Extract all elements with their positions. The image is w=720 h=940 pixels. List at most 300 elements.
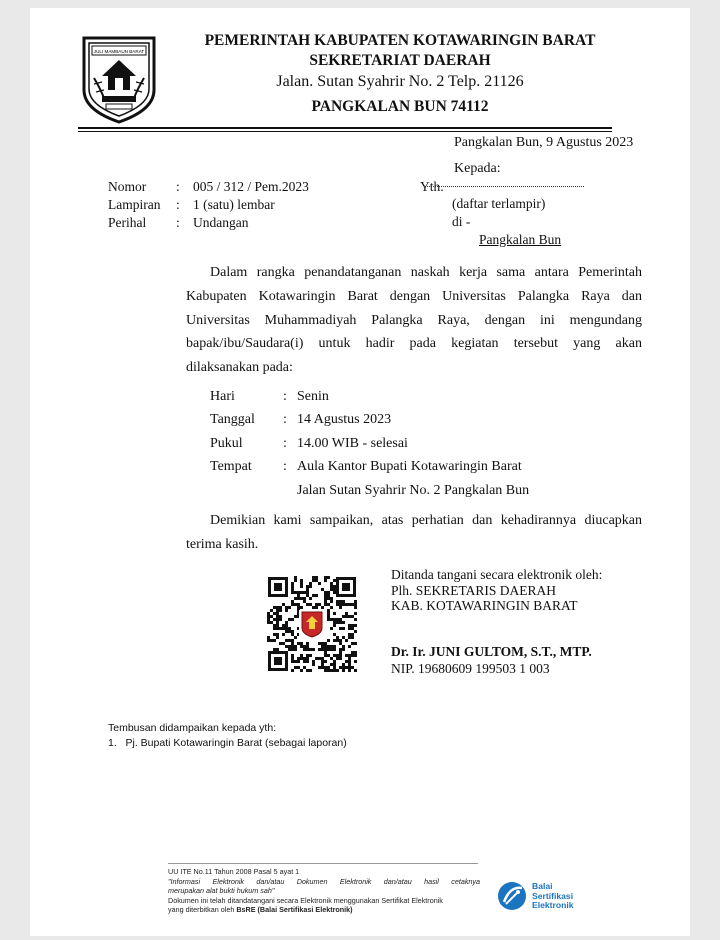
qr-module <box>345 615 348 618</box>
qr-module <box>339 648 342 651</box>
recipient-yth: Yth. <box>420 179 444 194</box>
qr-module <box>324 642 327 645</box>
meta-value-nomor: 005 / 312 / Pem.2023 <box>193 179 309 194</box>
bsre-word-2: Sertifikasi <box>532 890 574 901</box>
qr-module <box>276 627 279 630</box>
qr-module <box>327 666 330 669</box>
qr-module <box>324 666 327 669</box>
qr-module <box>294 666 297 669</box>
qr-module <box>294 591 297 594</box>
qr-module <box>297 591 300 594</box>
qr-module <box>306 669 309 672</box>
qr-module <box>321 642 324 645</box>
meta-sep-lampiran: : <box>176 197 180 212</box>
qr-module <box>297 642 300 645</box>
qr-module <box>333 579 336 582</box>
logo-banner-text: JULI MAMBAUN BARAT <box>93 49 145 54</box>
qr-module <box>354 600 357 603</box>
recipient-list: (daftar terlampir) <box>452 196 546 211</box>
qr-module <box>354 669 357 672</box>
footer-issuer <box>168 905 480 915</box>
qr-module <box>333 669 336 672</box>
qr-module <box>336 657 339 660</box>
qr-module <box>321 666 324 669</box>
qr-module <box>330 645 333 648</box>
qr-module <box>351 651 354 654</box>
qr-module <box>354 606 357 609</box>
qr-module <box>300 582 303 585</box>
qr-module <box>351 624 354 627</box>
qr-module <box>297 603 300 606</box>
qr-module <box>291 600 294 603</box>
qr-module <box>315 579 318 582</box>
bsre-word-3: Elektronik <box>532 900 574 910</box>
qr-module <box>336 600 339 603</box>
qr-module <box>324 660 327 663</box>
qr-module <box>312 576 315 579</box>
qr-module <box>351 654 354 657</box>
qr-module <box>291 618 294 621</box>
qr-module <box>327 609 330 612</box>
qr-module <box>333 648 336 651</box>
qr-module <box>300 657 303 660</box>
qr-code <box>267 576 357 672</box>
qr-module <box>348 657 351 660</box>
qr-module <box>348 615 351 618</box>
regency-coat-of-arms-icon <box>80 32 158 124</box>
qr-module <box>315 606 318 609</box>
meta-value-perihal: Undangan <box>193 215 249 230</box>
qr-module <box>339 621 342 624</box>
qr-module <box>321 645 324 648</box>
qr-module <box>288 645 291 648</box>
qr-module <box>327 591 330 594</box>
body-p1-line4: bapak/ibu/Saudara(i) untuk hadir pada kegiatan tersebut yang akan <box>186 336 642 351</box>
qr-module <box>267 639 270 642</box>
qr-module <box>339 666 342 669</box>
event-sep-pukul: : <box>283 436 287 451</box>
qr-module <box>285 606 288 609</box>
footer-quote-1: "Informasi Elektronik dan/atau Dokumen Elektronik dan/atau hasil cetaknya <box>168 876 480 886</box>
qr-module <box>324 600 327 603</box>
qr-module <box>351 633 354 636</box>
qr-module <box>333 621 336 624</box>
qr-module <box>306 585 309 588</box>
qr-module <box>291 654 294 657</box>
qr-module <box>339 639 342 642</box>
qr-module <box>348 645 351 648</box>
meta-label-lampiran: Lampiran <box>108 197 161 212</box>
qr-module <box>300 585 303 588</box>
qr-module <box>336 618 339 621</box>
qr-module <box>324 645 327 648</box>
qr-module <box>285 645 288 648</box>
footer-law: UU ITE No.11 Tahun 2008 Pasal 5 ayat 1 <box>168 867 300 876</box>
qr-module <box>321 606 324 609</box>
qr-module <box>300 645 303 648</box>
qr-module <box>288 648 291 651</box>
qr-module <box>291 591 294 594</box>
qr-module <box>330 600 333 603</box>
qr-module <box>312 606 315 609</box>
qr-module <box>348 660 351 663</box>
footer-divider <box>168 863 478 864</box>
qr-module <box>267 618 270 621</box>
qr-module <box>285 627 288 630</box>
qr-module <box>276 615 279 618</box>
qr-module <box>327 615 330 618</box>
qr-module <box>318 582 321 585</box>
qr-module <box>273 633 276 636</box>
qr-module <box>294 603 297 606</box>
qr-module <box>276 609 279 612</box>
qr-module <box>297 666 300 669</box>
qr-module <box>327 669 330 672</box>
qr-module <box>303 660 306 663</box>
qr-module <box>276 618 279 621</box>
qr-module <box>333 618 336 621</box>
qr-module <box>339 603 342 606</box>
qr-module <box>342 645 345 648</box>
qr-module <box>354 654 357 657</box>
qr-module <box>330 648 333 651</box>
qr-module <box>294 576 297 579</box>
qr-module <box>273 648 276 651</box>
qr-module <box>324 669 327 672</box>
qr-module <box>345 666 348 669</box>
qr-module <box>306 648 309 651</box>
bsre-logo-icon <box>496 880 528 912</box>
qr-module <box>345 603 348 606</box>
letterhead-government: PEMERINTAH KABUPATEN KOTAWARINGIN BARAT <box>204 32 596 49</box>
qr-module <box>279 618 282 621</box>
qr-module <box>273 627 276 630</box>
qr-module <box>333 654 336 657</box>
recipient-di: di - <box>452 214 471 229</box>
qr-module <box>351 666 354 669</box>
qr-module <box>306 588 309 591</box>
qr-module <box>330 657 333 660</box>
qr-module <box>273 639 276 642</box>
recipient-city: Pangkalan Bun <box>479 232 562 247</box>
qr-module <box>288 639 291 642</box>
qr-module <box>276 636 279 639</box>
qr-module <box>348 627 351 630</box>
body-p1-line2: Kabupaten Kotawaringin Barat dengan Universitas Palangka Raya dan <box>186 289 642 304</box>
qr-module <box>288 627 291 630</box>
qr-module <box>327 612 330 615</box>
qr-module <box>345 654 348 657</box>
qr-module <box>300 597 303 600</box>
qr-module <box>300 591 303 594</box>
qr-module <box>354 642 357 645</box>
event-label-tempat: Tempat <box>210 459 252 474</box>
qr-module <box>333 633 336 636</box>
qr-module <box>330 588 333 591</box>
qr-module <box>276 624 279 627</box>
qr-module <box>306 654 309 657</box>
body-p1-line5: dilaksanakan pada: <box>186 360 293 375</box>
qr-module <box>321 648 324 651</box>
event-value-tempat: Aula Kantor Bupati Kotawaringin Barat <box>297 459 522 474</box>
qr-module <box>312 579 315 582</box>
qr-module <box>303 597 306 600</box>
qr-module <box>348 669 351 672</box>
qr-module <box>297 606 300 609</box>
letterhead-address: Jalan. Sutan Syahrir No. 2 Telp. 21126 <box>276 73 524 90</box>
place-date: Pangkalan Bun, 9 Agustus 2023 <box>454 135 634 150</box>
qr-module <box>273 618 276 621</box>
qr-module <box>336 669 339 672</box>
qr-module <box>318 642 321 645</box>
qr-module <box>267 636 270 639</box>
qr-module <box>348 624 351 627</box>
qr-module <box>351 636 354 639</box>
qr-module <box>300 606 303 609</box>
qr-module <box>339 651 342 654</box>
qr-module <box>324 579 327 582</box>
qr-module <box>345 612 348 615</box>
qr-module <box>285 639 288 642</box>
qr-module <box>282 603 285 606</box>
qr-module <box>279 627 282 630</box>
qr-module <box>309 654 312 657</box>
qr-module <box>327 654 330 657</box>
meta-value-lampiran: 1 (satu) lembar <box>193 197 275 212</box>
qr-module <box>327 603 330 606</box>
qr-module <box>306 594 309 597</box>
qr-module <box>348 603 351 606</box>
signature-name: Dr. Ir. JUNI GULTOM, S.T., MTP. <box>391 644 592 659</box>
qr-module <box>300 654 303 657</box>
qr-module <box>294 660 297 663</box>
qr-module <box>330 663 333 666</box>
letterhead-city: PANGKALAN BUN 74112 <box>311 98 489 115</box>
qr-module <box>312 660 315 663</box>
qr-module <box>324 594 327 597</box>
qr-module <box>336 621 339 624</box>
signature-line2: Plh. SEKRETARIS DAERAH <box>391 583 557 598</box>
qr-module <box>279 615 282 618</box>
qr-module <box>348 666 351 669</box>
body-p2-line2: terima kasih. <box>186 537 259 552</box>
qr-module <box>312 648 315 651</box>
signature-line1: Ditanda tangani secara elektronik oleh: <box>391 567 603 582</box>
qr-module <box>342 636 345 639</box>
qr-module <box>315 576 318 579</box>
qr-module <box>282 633 285 636</box>
qr-module <box>339 618 342 621</box>
qr-module <box>306 657 309 660</box>
event-value-hari: Senin <box>297 389 329 404</box>
qr-module <box>348 633 351 636</box>
qr-module <box>342 603 345 606</box>
qr-module <box>282 627 285 630</box>
qr-module <box>333 585 336 588</box>
event-sep-tempat: : <box>283 459 287 474</box>
qr-module <box>294 645 297 648</box>
qr-module <box>294 597 297 600</box>
qr-module <box>336 636 339 639</box>
body-p2-line1: Demikian kami sampaikan, atas perhatian dan kehadirannya diucapkan <box>210 513 642 528</box>
qr-module <box>321 657 324 660</box>
qr-module <box>285 624 288 627</box>
bsre-word-1: Balai <box>532 881 553 891</box>
qr-module <box>291 648 294 651</box>
qr-module <box>267 621 270 624</box>
meta-label-nomor: Nomor <box>108 179 147 194</box>
qr-module <box>327 597 330 600</box>
qr-module <box>321 660 324 663</box>
cc-title: Tembusan didampaikan kepada yth: <box>108 722 277 734</box>
qr-module <box>312 663 315 666</box>
qr-module <box>321 588 324 591</box>
qr-module <box>297 657 300 660</box>
qr-module <box>342 663 345 666</box>
signature-nip: NIP. 19680609 199503 1 003 <box>391 661 550 676</box>
meta-sep-perihal: : <box>176 215 180 230</box>
qr-module <box>303 657 306 660</box>
qr-module <box>330 669 333 672</box>
qr-module <box>285 630 288 633</box>
qr-module <box>327 645 330 648</box>
qr-module <box>354 660 357 663</box>
qr-module <box>285 609 288 612</box>
qr-module <box>303 648 306 651</box>
qr-module <box>330 618 333 621</box>
letterhead-rule-thin <box>78 131 612 132</box>
qr-module <box>291 585 294 588</box>
qr-module <box>342 600 345 603</box>
qr-module <box>306 603 309 606</box>
qr-module <box>330 582 333 585</box>
qr-module <box>333 588 336 591</box>
qr-module <box>306 642 309 645</box>
qr-module <box>324 651 327 654</box>
qr-module <box>276 621 279 624</box>
footer-signed-note: Dokumen ini telah ditandatangani secara Elektronik menggunakan Sertifikat Elektronik <box>168 895 443 905</box>
qr-module <box>309 603 312 606</box>
qr-module <box>345 639 348 642</box>
qr-module <box>327 618 330 621</box>
qr-module <box>345 660 348 663</box>
qr-module <box>285 621 288 624</box>
qr-module <box>291 642 294 645</box>
qr-module <box>303 666 306 669</box>
qr-module <box>333 645 336 648</box>
qr-module <box>318 666 321 669</box>
qr-module <box>276 633 279 636</box>
qr-module <box>270 615 273 618</box>
qr-module <box>273 606 276 609</box>
qr-module <box>354 630 357 633</box>
qr-module <box>291 588 294 591</box>
qr-module <box>354 618 357 621</box>
qr-module <box>342 648 345 651</box>
qr-module <box>279 642 282 645</box>
qr-module <box>315 657 318 660</box>
qr-module <box>330 585 333 588</box>
event-label-hari: Hari <box>210 389 235 404</box>
qr-module <box>333 666 336 669</box>
footer-issuer-name: BsRE (Balai Sertifikasi Elektronik) <box>236 905 353 915</box>
qr-module <box>327 576 330 579</box>
event-value-pukul: 14.00 WIB - selesai <box>297 436 408 451</box>
qr-module <box>267 612 270 615</box>
qr-module <box>294 648 297 651</box>
qr-module <box>279 606 282 609</box>
qr-module <box>267 615 270 618</box>
qr-module <box>342 621 345 624</box>
qr-module <box>324 654 327 657</box>
qr-module <box>291 582 294 585</box>
qr-module <box>291 639 294 642</box>
qr-module <box>291 660 294 663</box>
qr-module <box>297 660 300 663</box>
qr-module <box>327 639 330 642</box>
bsre-wordmark <box>532 882 574 911</box>
qr-module <box>303 645 306 648</box>
qr-module <box>336 639 339 642</box>
qr-module <box>333 660 336 663</box>
qr-module <box>348 663 351 666</box>
qr-module <box>312 594 315 597</box>
qr-module <box>339 657 342 660</box>
qr-module <box>300 579 303 582</box>
qr-module <box>288 630 291 633</box>
qr-module <box>336 654 339 657</box>
qr-module <box>342 627 345 630</box>
qr-module <box>339 627 342 630</box>
qr-module <box>354 624 357 627</box>
qr-module <box>330 627 333 630</box>
qr-module <box>324 591 327 594</box>
qr-module <box>300 642 303 645</box>
qr-module <box>348 654 351 657</box>
event-sep-tanggal: : <box>283 412 287 427</box>
qr-module <box>318 603 321 606</box>
qr-module <box>291 669 294 672</box>
event-address: Jalan Sutan Syahrir No. 2 Pangkalan Bun <box>297 483 530 498</box>
event-sep-hari: : <box>283 389 287 404</box>
qr-module <box>270 639 273 642</box>
qr-module <box>324 648 327 651</box>
qr-module <box>354 612 357 615</box>
qr-module <box>291 645 294 648</box>
letterhead-secretariat: SEKRETARIAT DAERAH <box>309 52 491 69</box>
qr-module <box>300 669 303 672</box>
qr-module <box>309 597 312 600</box>
qr-module <box>291 657 294 660</box>
event-value-tanggal: 14 Agustus 2023 <box>297 412 392 427</box>
qr-module <box>306 645 309 648</box>
qr-module <box>291 633 294 636</box>
qr-module <box>282 642 285 645</box>
qr-module <box>318 648 321 651</box>
qr-module <box>336 603 339 606</box>
qr-module <box>348 636 351 639</box>
qr-module <box>315 594 318 597</box>
meta-sep-nomor: : <box>176 179 180 194</box>
qr-module <box>276 648 279 651</box>
qr-module <box>279 609 282 612</box>
qr-module <box>330 597 333 600</box>
footer-text <box>168 867 480 915</box>
qr-module <box>273 624 276 627</box>
letterhead-rule-thick <box>78 127 612 129</box>
qr-module <box>324 576 327 579</box>
body-p1-line1: Dalam rangka penandatanganan naskah kerja sama antara Pemerintah <box>210 265 642 280</box>
